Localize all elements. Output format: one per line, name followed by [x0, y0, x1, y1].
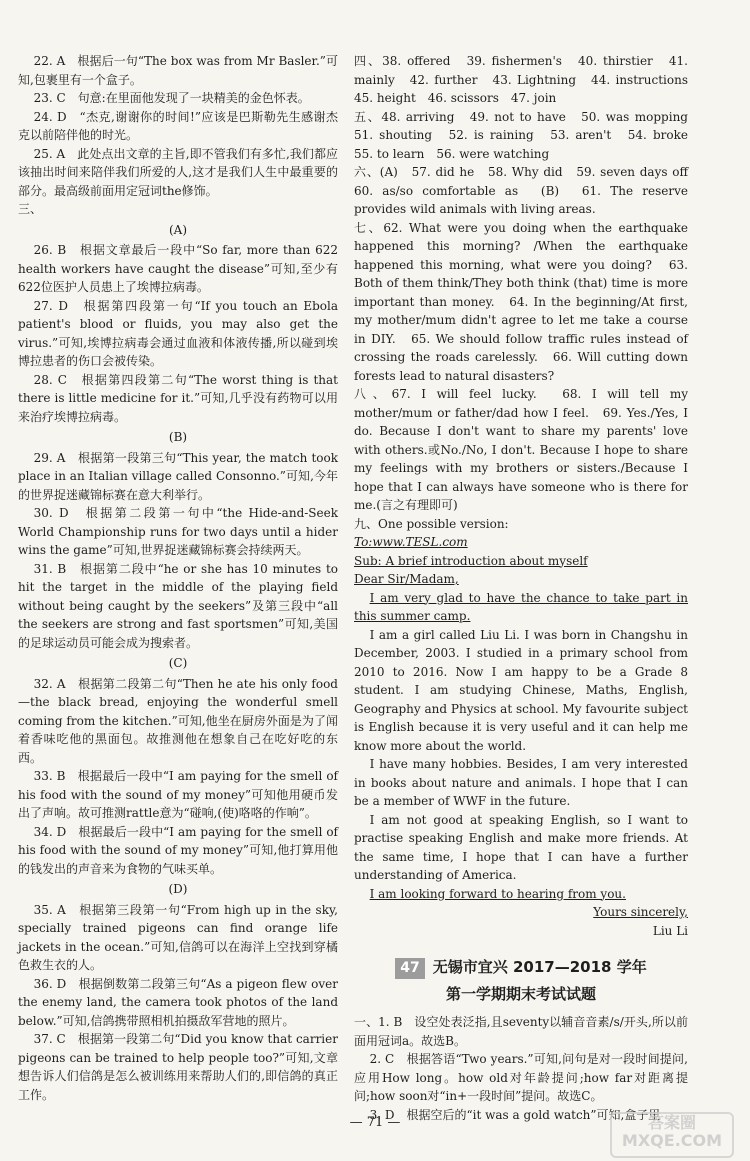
exam-answer-2: 2. C 根据答语“Two years.”可知,问句是对一段时间提问,应用How long。how old对年龄提问;how far对距离提问;how soon对“in+一段时间”提问。故选C。 [354, 1052, 688, 1104]
answer-23: 23. C 句意:在里面他发现了一块精美的金色怀表。 [33, 91, 310, 105]
section-5-answers: 五、48. arriving 49. not to have 50. was mopping 51. shouting 52. is raining 53. aren't 54. broke 55. to learn 56. were watching [354, 109, 701, 161]
exam-title-line-1: 无锡市宜兴 2017—2018 学年 [432, 958, 647, 976]
exam-title-line-2: 第一学期期末考试试题 [445, 984, 596, 1003]
subsection-d-heading: (D) [168, 882, 188, 896]
subsection-a-heading: (A) [168, 222, 188, 237]
email-subject-line: Sub: A brief introduction about myself [354, 553, 588, 568]
answer-32: 32. A 根据第二段第二句“Then he ate his only food—the black bread, enjoying the wonderful smell coming from the kitchen.”可知,他坐在厨房外面是为了闻着香味吃他的黑面包。故推测他在想象自己在吃好吃的东西。 [18, 676, 338, 765]
answer-29: 29. A 根据第一段第三句“This year, the match took place in an Italian village called Consonno.”可知,今年的世界捉迷藏锦标赛在意大利举行。 [18, 450, 338, 502]
answer-34: 34. D 根据最后一段中“I am paying for the smell of his food with the sound of my money”可知,他打算用他的钱发出的声音来为食物的气味买单。 [18, 824, 338, 876]
letter-paragraph-3: I have many hobbies. Besides, I am very interested in books about nature and animals. I hope that I can be a member of WWF in the future. [354, 757, 688, 808]
letter-paragraph-4: I am not good at speaking English, so I want to practise speaking English and make more friends. At the same time, I hope that I can have a further understanding of America. [354, 812, 688, 882]
letter-paragraph-5: I am looking forward to hearing from you. [369, 886, 626, 901]
subsection-c-heading: (C) [168, 656, 188, 670]
letter-signature: Liu Li [652, 923, 688, 938]
exam-section-title [354, 958, 688, 1003]
left-column [18, 52, 338, 1104]
section-6-answers: 六、(A) 57. did he 58. Why did 59. seven days off 60. as/so comfortable as (B) 61. The reserve provides wild animals with living areas. [354, 165, 701, 216]
letter-closing: Yours sincerely, [593, 905, 688, 919]
section-3-label: 三、 [18, 202, 43, 216]
section-number-badge: 47 [395, 958, 424, 979]
page-number: — 71 — [349, 1115, 401, 1130]
section-7-answers: 七、62. What were you doing when the earthquake happened this morning? /When the earthquake happened this morning, what were you doing? 63. Both of them think/They both think (that) time is more important than money. 64. In the beginning/At first, my mother/mum didn't agree to let me take a course in DIY. 65. We should follow traffic rules instead of crossing the roads carelessly. 66. Will cutting down forests lead to natural disasters? [354, 220, 688, 383]
section-8-answers: 八、67. I will feel lucky. 68. I will tell my mother/mum or father/dad how I feel. 69. Yes./Yes, I do. Because I don't want to share my parents' love with others.或No./No, I don't. Because I hope to share my feelings with my brothers or sisters./Because I hope that I can always have someone who is there for me.(言之有理即可) [354, 387, 688, 512]
section-4-answers: 四、38. offered 39. fishermen's 40. thirstier 41. mainly 42. further 43. Lightning 44. instructions 45. height 46. scissors 47. join [354, 54, 701, 105]
answer-30: 30. D 根据第二段第一句中“the Hide-and-Seek World Championship runs for two days until a hider wins the game”可知,世界捉迷藏锦标赛会持续两天。 [18, 506, 338, 557]
email-to-line: To:www.TESL.com [354, 535, 468, 549]
watermark-logo: 答案圈 MXQE.COM [610, 1112, 734, 1158]
answer-33: 33. B 根据最后一段中“I am paying for the smell of his food with the sound of my money”可知他用硬币发出了声响。故可推测rattle意为“碰响,(使)咯咯的作响”。 [18, 769, 338, 820]
answer-22: 22. A 根据后一句“The box was from Mr Basler.”可知,包裹里有一个盒子。 [18, 54, 338, 87]
letter-greeting: Dear Sir/Madam, [354, 572, 459, 586]
answer-36: 36. D 根据倒数第二段第三句“As a pigeon flew over the enemy land, the camera took photos of the land below.”可知,信鸽携带照相机拍摄敌军营地的照片。 [18, 976, 338, 1028]
answer-35: 35. A 根据第三段第一句“From high up in the sky, specially trained pigeons can find orange life jackets in the ocean.”可知,信鸽可以在海洋上空找到穿橘色救生衣的人。 [18, 902, 338, 972]
exam-answer-3: 3. D 根据空后的“it was a gold watch”可知,盒子里 [369, 1107, 661, 1122]
section-9-label: 九、One possible version: [354, 516, 509, 531]
subsection-b-heading: (B) [168, 430, 188, 444]
answer-27: 27. D 根据第四段第一句“If you touch an Ebola patient's blood or fluids, you may also get the virus.”可知,埃博拉病毒会通过血液和体液传播,所以碰到埃博拉患者的伤口会被传染。 [18, 298, 338, 368]
letter-paragraph-1: I am very glad to have the chance to take part in this summer camp. [354, 590, 688, 623]
answer-28: 28. C 根据第四段第二句“The worst thing is that there is little medicine for it.”可知,几乎没有药物可以用来治疗埃博拉病毒。 [18, 372, 338, 424]
answer-31: 31. B 根据第二段中“he or she has 10 minutes to hit the target in the middle of the playing field without being caught by the seekers”及第三段中“all the seekers are strong and fast sportsmen”可知,美国的足球运动员可能会成为搜索者。 [18, 561, 338, 650]
right-column [354, 52, 701, 1124]
answer-25: 25. A 此处点出文章的主旨,即不管我们有多忙,我们都应该抽出时间来陪伴我们所爱的人,这才是我们人生中最重要的部分。最高级前面用定冠词the修饰。 [18, 146, 338, 198]
exam-answer-1: 一、1. B 设空处表泛指,且seventy以辅音音素/s/开头,所以前面用冠词a。故选B。 [354, 1015, 688, 1048]
answer-24: 24. D “杰克,谢谢你的时间!”应该是巴斯勒先生感谢杰克以前陪伴他的时光。 [18, 109, 338, 142]
answer-37: 37. C 根据第一段第二句“Did you know that carrier pigeons can be trained to help people too?”可知,文章想告诉人们信鸽是怎么被训练用来帮助人们的,即信鸽的真正工作。 [18, 1032, 338, 1102]
answer-26: 26. B 根据文章最后一段中“So far, more than 622 health workers have caught the disease”可知,至少有622位医护人员患上了埃博拉病毒。 [18, 243, 338, 294]
letter-paragraph-2: I am a girl called Liu Li. I was born in Changshu in December, 2003. I studied in a primary school from 2010 to 2016. Now I am happy to be a Grade 8 student. I am studying Chinese, Maths, English, Geography and Physics at school. My favourite subject is English because it is very useful and it can help me know more about the world. [354, 627, 688, 753]
